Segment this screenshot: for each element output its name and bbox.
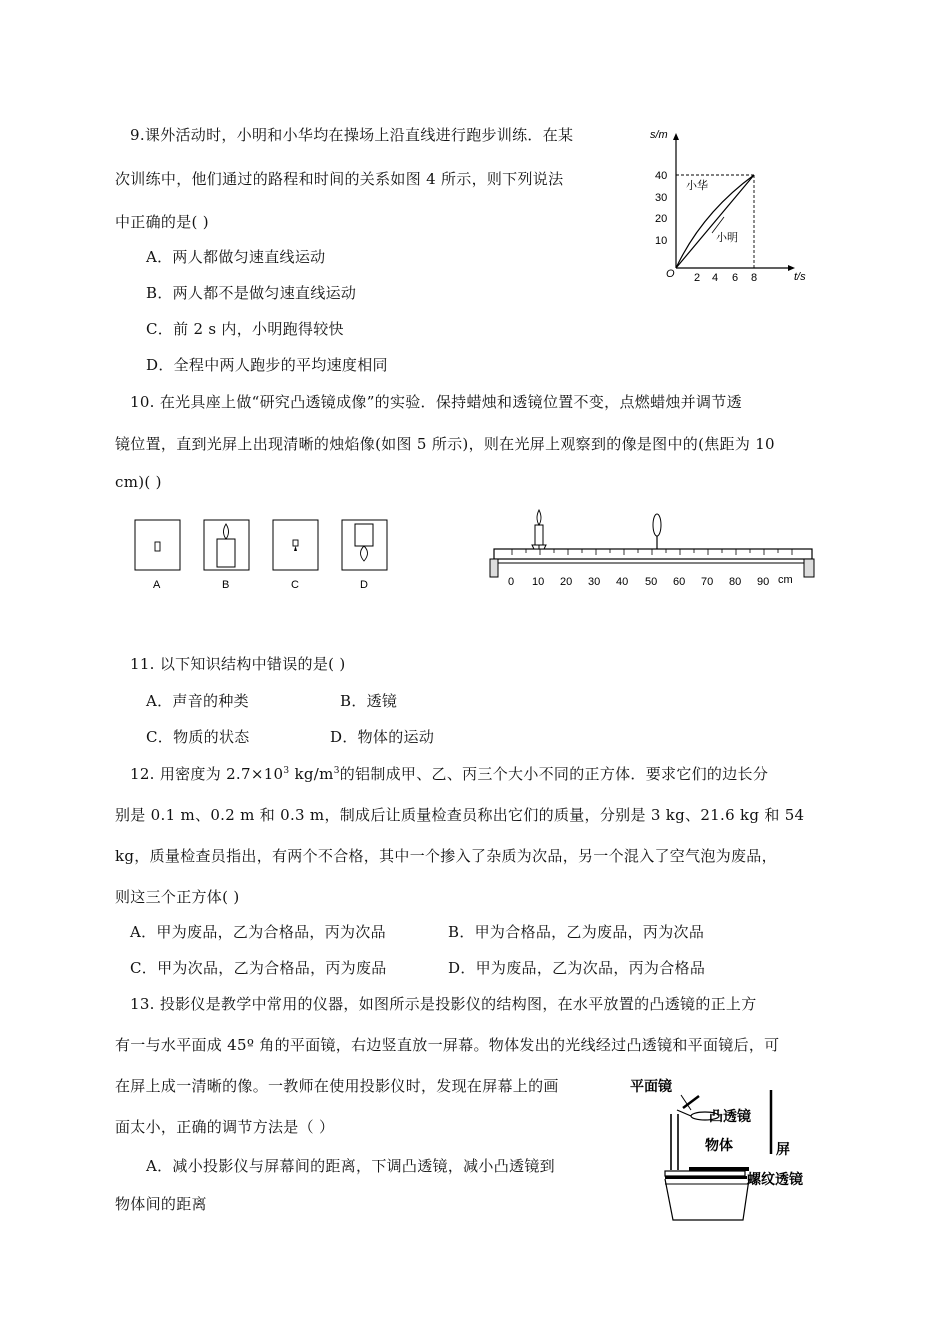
candle	[532, 510, 546, 549]
optical-bench	[484, 505, 819, 600]
x-tick-8: 8	[751, 272, 758, 284]
q12-option-c: C．甲为次品，乙为合格品，丙为废品	[130, 959, 387, 977]
bench-tick-90: 90	[757, 576, 770, 588]
q11-option-c: C．物质的状态	[146, 728, 250, 746]
q12-line4: 则这三个正方体( )	[115, 888, 240, 906]
y-tick-40: 40	[655, 170, 668, 182]
q12-option-a: A．甲为废品，乙为合格品，丙为次品	[130, 923, 386, 941]
q12-line1: 12. 用密度为 $2.7\times 10^3$ $kg/m^3$的铝制成甲、乙、丙三个大小不同的正方体．要求它们的边长分	[130, 765, 769, 783]
q9-line2: 次训练中，他们通过的路程和时间的关系如图 4 所示，则下列说法	[115, 170, 564, 188]
bench-tick-80: 80	[729, 576, 742, 588]
x-tick-2: 2	[694, 272, 701, 284]
convex-lens-label: 凸透镜	[709, 1108, 751, 1124]
bench-tick-40: 40	[616, 576, 629, 588]
q9-line3: 中正确的是( )	[115, 213, 209, 231]
bench-tick-10: 10	[532, 576, 545, 588]
y-tick-30: 30	[655, 192, 668, 204]
bench-tick-0: 0	[508, 576, 515, 588]
q11-option-a: A．声音的种类	[146, 692, 249, 710]
xiaohua-label: 小华	[686, 180, 708, 192]
convex-lens	[653, 514, 661, 549]
q10-line1: 10. 在光具座上做“研究凸透镜成像”的实验．保持蜡烛和透镜位置不变，点燃蜡烛并调节透	[130, 393, 742, 411]
fresnel-label: 螺纹透镜	[747, 1171, 803, 1187]
q9-option-a: A．两人都做匀速直线运动	[146, 248, 326, 266]
q13-line3: 在屏上成一清晰的像。一教师在使用投影仪时，发现在屏幕上的画	[115, 1077, 559, 1095]
q11-option-d: D．物体的运动	[330, 728, 435, 746]
x-axis-label: t/s	[794, 271, 806, 283]
q9-option-d: D．全程中两人跑步的平均速度相同	[146, 356, 388, 374]
projector-diagram	[625, 1070, 830, 1230]
choice-b-label: B	[222, 579, 230, 591]
choice-c-label: C	[291, 579, 299, 591]
y-tick-10: 10	[655, 235, 668, 247]
q13-option-a-line1: A．减小投影仪与屏幕间的距离，下调凸透镜，减小凸透镜到	[146, 1157, 555, 1175]
q9-option-b: B．两人都不是做匀速直线运动	[146, 284, 357, 302]
fresnel-lens	[665, 1176, 747, 1179]
q10-line3: cm)( )	[115, 473, 162, 491]
bench-tick-60: 60	[673, 576, 686, 588]
q9-option-c: C．前 2 s 内，小明跑得较快	[146, 320, 344, 338]
screen-label: 屏	[776, 1141, 790, 1157]
choice-a-label: A	[153, 579, 161, 591]
object-label: 物体	[705, 1137, 733, 1153]
q13-line4: 面太小，正确的调节方法是（ ）	[115, 1118, 335, 1136]
mirror-label: 平面镜	[630, 1078, 672, 1094]
bench-unit: cm	[778, 574, 793, 586]
bench-tick-30: 30	[588, 576, 601, 588]
y-axis-label: s/m	[650, 129, 668, 141]
y-tick-20: 20	[655, 213, 668, 225]
choice-d-label: D	[360, 579, 368, 591]
x-tick-4: 4	[712, 272, 719, 284]
q12-option-b: B．甲为合格品，乙为废品，丙为次品	[448, 923, 705, 941]
s-t-graph	[640, 125, 820, 285]
q9-line1: 9.课外活动时，小明和小华均在操场上沿直线进行跑步训练．在某	[130, 126, 574, 144]
origin-label: O	[666, 268, 675, 280]
q13-line1: 13. 投影仪是教学中常用的仪器，如图所示是投影仪的结构图，在水平放置的凸透镜的正上方	[130, 995, 757, 1013]
bench-tick-70: 70	[701, 576, 714, 588]
x-tick-6: 6	[732, 272, 739, 284]
q12-line3: kg，质量检查员指出，有两个不合格，其中一个掺入了杂质为次品，另一个混入了空气泡为废品，	[115, 847, 777, 865]
q10-line2: 镜位置，直到光屏上出现清晰的烛焰像(如图 5 所示)，则在光屏上观察到的像是图中的(焦距为 10	[115, 435, 775, 453]
q13-option-a-line2: 物体间的距离	[115, 1195, 207, 1213]
q13-line2: 有一与水平面成 45º 角的平面镜，右边竖直放一屏幕。物体发出的光线经过凸透镜和平面镜后，可	[115, 1036, 780, 1054]
q12-line2: 别是 0.1 m、0.2 m 和 0.3 m，制成后让质量检查员称出它们的质量，分别是 3 kg、21.6 kg 和 54	[115, 806, 805, 824]
bench-tick-50: 50	[645, 576, 658, 588]
xiaoming-label: 小明	[716, 232, 738, 244]
bench-tick-20: 20	[560, 576, 573, 588]
image-choices	[125, 515, 395, 595]
q12-option-d: D．甲为废品，乙为次品，丙为合格品	[448, 959, 706, 977]
q11-option-b: B．透镜	[340, 692, 398, 710]
q11-line1: 11. 以下知识结构中错误的是( )	[130, 655, 346, 673]
